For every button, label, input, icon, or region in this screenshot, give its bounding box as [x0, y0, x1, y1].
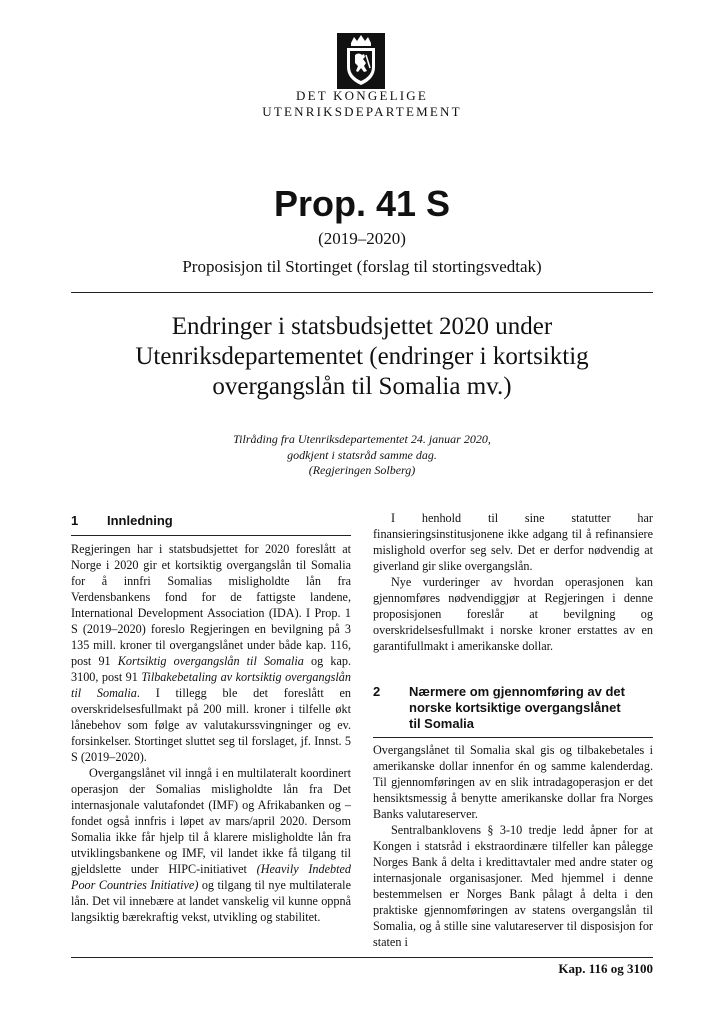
ministry-name-line1: DET KONGELIGE: [296, 88, 428, 103]
title-divider: [71, 292, 653, 293]
paragraph: Nye vurderinger av hvordan operasjonen kan gjennomføres nødvendiggjør at Regjeringen i denne proposisjonen foreslår at bevilgning og overskridelsesfullmakt i norske kroner erstattes av en garantifullmakt i amerikanske dollar.: [373, 575, 653, 653]
section-1-underline: [71, 535, 351, 536]
section-2-heading: [373, 684, 653, 732]
paragraph: I henhold til sine statutter har finansieringsinstitusjonene ikke adgang til å refinansiere mislighold overfor seg selv. Det er derfor nødvendig at giverland gir slike overgangslån.: [373, 511, 653, 573]
proposition-subtitle: Proposisjon til Stortinget (forslag til stortingsvedtak): [182, 257, 542, 276]
proposition-number: Prop. 41 S: [273, 183, 451, 224]
recommendation-line2: godkjent i statsråd samme dag.: [287, 448, 437, 462]
paragraph: Overgangslånet til Somalia skal gis og tilbakebetales i amerikanske dollar innenfor én og samme kalenderdag. Til gjennomføringen av en slik intradagoperasjon er det hensiktsmessig å benytte amerikanske dollar fra Norges Banks valutareserver.: [373, 743, 653, 821]
section-title: Innledning: [107, 513, 173, 528]
paragraph: Regjeringen har i statsbudsjettet for 2020 foreslått at Norge i 2020 gir et kortsiktig overgangslån til Somalia for å innfri Somalias misligholdte lån fra Verdensbankens fond for de fattigste landene, International Development Association (IDA). I Prop. 1 S (2019–2020) foreslo Regjeringen en bevilgning på 3 135 mill. kroner til overgangslånet under både kap. 116, post 91 Kortsiktig overgangslån til Somalia og kap. 3100, post 91 Tilbakebetaling av kortsiktig overgangslån til Somalia. I tillegg ble det foreslått en overskridelsesfullmakt på 200 mill. kroner i tilfelle økt lånebehov som følge av valutakurssvingninger og ev. forsinkelser. Stortinget sluttet seg til forslaget, jf. Innst. 5 S (2019–2020).: [71, 542, 351, 764]
left-column: [71, 541, 351, 925]
paragraph: Overgangslånet vil inngå i en multilateralt koordinert operasjon der Somalias misligholdte lån fra Det internasjonale valutafondet (IMF) og Afrikabanken og –fondet også innfris i løpet av mars/april 2020. Dersom Somalia ikke får hjelp til å klarere misligholdte lån fra utviklingsbankene og IMF, vil landet ikke få tilgang til gjeldslette under HIPC-initiativet (Heavily Indebted Poor Countries Initiative) og tilgang til nye multilaterale lån. Det vil innebære at landet vanskelig vil kunne oppnå langsiktig bærekraftig vekst, utvikling og stabilitet.: [71, 766, 352, 924]
footer-chapters: Kap. 116 og 3100: [558, 961, 653, 976]
main-title-line1: Endringer i statsbudsjettet 2020 under: [171, 313, 553, 340]
section-number: 2: [373, 684, 381, 699]
section-title-line2: norske kortsiktige overgangslånet: [409, 700, 621, 715]
paragraph: Sentralbanklovens § 3-10 tredje ledd åpner for at Kongen i statsråd i ekstraordinære tilfeller kan pålegge Norges Bank å delta i kredittavtaler med andre stater og internasjonale organisasjoner. Med hjemmel i denne bestemmelsen er Norges Bank pålagt å delta i den praktiske gjennomføringen av statens overgangslån til Somalia, og å stille sine valutareserver til disposisjon for staten i: [373, 823, 653, 949]
footer-divider: [71, 957, 653, 958]
ministry-name-line2: UTENRIKSDEPARTEMENT: [262, 104, 462, 119]
right-column-intro: [373, 510, 653, 654]
section-2-underline: [373, 737, 653, 738]
section-title-line3: til Somalia: [409, 716, 475, 731]
section-title-line1: Nærmere om gjennomføring av det: [409, 684, 625, 699]
norwegian-coat-of-arms-icon: [337, 33, 385, 89]
right-column-body: [373, 742, 653, 950]
section-1-heading: [71, 513, 351, 529]
section-number: 1: [71, 513, 79, 528]
main-title-line2: Utenriksdepartementet (endringer i kortsiktig: [135, 343, 589, 370]
proposition-years: (2019–2020): [318, 229, 406, 248]
recommendation-line3: (Regjeringen Solberg): [308, 463, 416, 477]
recommendation-line1: Tilråding fra Utenriksdepartementet 24. januar 2020,: [233, 432, 491, 446]
main-title-line3: overgangslån til Somalia mv.): [212, 373, 512, 400]
